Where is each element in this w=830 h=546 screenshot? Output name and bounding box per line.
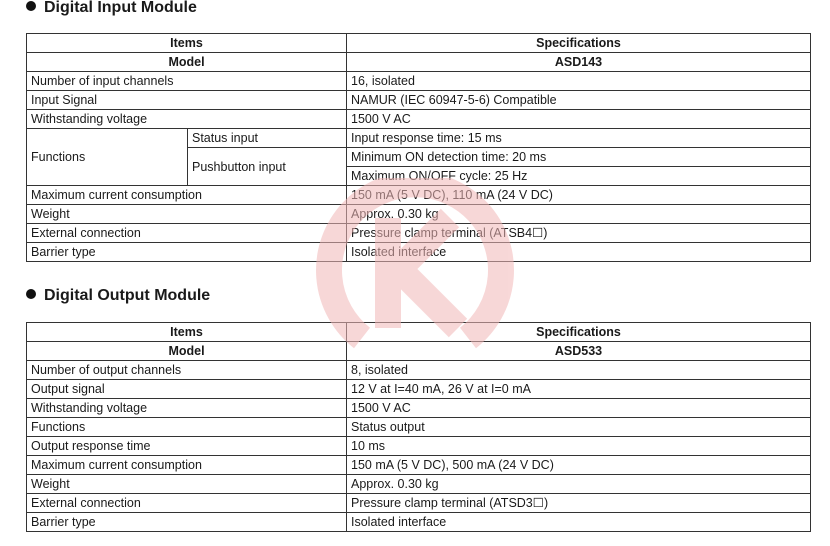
row-label: Barrier type — [27, 243, 347, 262]
table-row — [27, 53, 811, 72]
table-row — [27, 361, 811, 380]
row-label: Maximum current consumption — [27, 186, 347, 205]
table-row — [27, 243, 811, 262]
output-spec-table — [26, 322, 811, 532]
row-label: Number of output channels — [27, 361, 347, 380]
row-value: 150 mA (5 V DC), 500 mA (24 V DC) — [347, 456, 811, 475]
row-value: Approx. 0.30 kg — [347, 205, 811, 224]
table-row — [27, 494, 811, 513]
table-row — [27, 475, 811, 494]
row-label: External connection — [27, 494, 347, 513]
table-row — [27, 110, 811, 129]
row-label: Maximum current consumption — [27, 456, 347, 475]
row-value: Status output — [347, 418, 811, 437]
row-label: Number of input channels — [27, 72, 347, 91]
table-row — [27, 224, 811, 243]
items-header: Items — [27, 323, 347, 342]
row-value: 150 mA (5 V DC), 110 mA (24 V DC) — [347, 186, 811, 205]
row-value: 12 V at I=40 mA, 26 V at I=0 mA — [347, 380, 811, 399]
bullet-icon — [26, 289, 36, 299]
row-label: Weight — [27, 475, 347, 494]
row-label: Functions — [27, 418, 347, 437]
table-row — [27, 456, 811, 475]
row-value: Isolated interface — [347, 243, 811, 262]
table-row — [27, 437, 811, 456]
table-row — [27, 513, 811, 532]
row-value: 16, isolated — [347, 72, 811, 91]
table-row — [27, 418, 811, 437]
model-label: Model — [27, 53, 347, 72]
row-value: Isolated interface — [347, 513, 811, 532]
pushbutton-input-label: Pushbutton input — [188, 148, 347, 186]
row-value: NAMUR (IEC 60947-5-6) Compatible — [347, 91, 811, 110]
pushbutton-value-1: Minimum ON detection time: 20 ms — [347, 148, 811, 167]
row-value: 10 ms — [347, 437, 811, 456]
row-label: Input Signal — [27, 91, 347, 110]
row-label: External connection — [27, 224, 347, 243]
input-title-text: Digital Input Module — [44, 0, 197, 16]
input-section-title — [26, 0, 197, 18]
row-value: 1500 V AC — [347, 110, 811, 129]
specifications-header: Specifications — [347, 323, 811, 342]
row-value: Approx. 0.30 kg — [347, 475, 811, 494]
row-label: Withstanding voltage — [27, 110, 347, 129]
table-row — [27, 129, 811, 148]
row-value: 8, isolated — [347, 361, 811, 380]
pushbutton-value-2: Maximum ON/OFF cycle: 25 Hz — [347, 167, 811, 186]
row-label: Barrier type — [27, 513, 347, 532]
row-label: Weight — [27, 205, 347, 224]
output-section-title — [26, 286, 210, 306]
status-input-value: Input response time: 15 ms — [347, 129, 811, 148]
row-label: Withstanding voltage — [27, 399, 347, 418]
table-row — [27, 342, 811, 361]
row-value: Pressure clamp terminal (ATSD3☐) — [347, 494, 811, 513]
model-value: ASD533 — [347, 342, 811, 361]
items-header: Items — [27, 34, 347, 53]
input-spec-table — [26, 33, 811, 262]
row-label: Output response time — [27, 437, 347, 456]
table-row — [27, 34, 811, 53]
model-label: Model — [27, 342, 347, 361]
row-value: 1500 V AC — [347, 399, 811, 418]
functions-label: Functions — [27, 129, 188, 186]
row-label: Output signal — [27, 380, 347, 399]
table-row — [27, 72, 811, 91]
table-row — [27, 323, 811, 342]
table-row — [27, 186, 811, 205]
table-row — [27, 91, 811, 110]
table-row — [27, 399, 811, 418]
bullet-icon — [26, 1, 36, 11]
row-value: Pressure clamp terminal (ATSB4☐) — [347, 224, 811, 243]
output-title-text: Digital Output Module — [44, 287, 211, 304]
table-row — [27, 205, 811, 224]
table-row — [27, 380, 811, 399]
status-input-label: Status input — [188, 129, 347, 148]
specifications-header: Specifications — [347, 34, 811, 53]
model-value: ASD143 — [347, 53, 811, 72]
